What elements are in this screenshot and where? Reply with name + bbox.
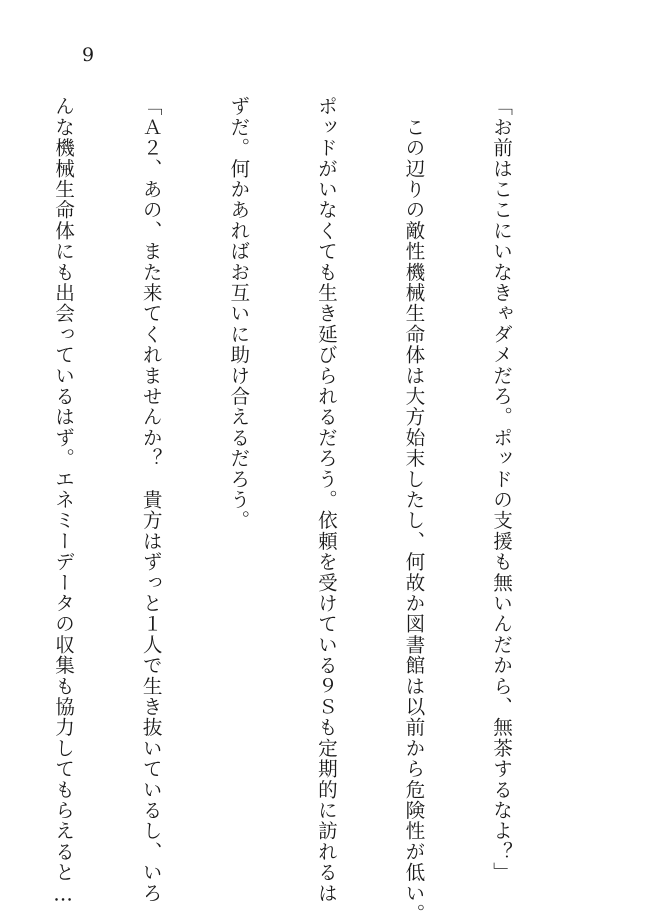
text-line-1: 「お前はここにいなきゃダメだろ。ポッドの支援も無いんだから、無茶するなよ？」 [489, 96, 513, 883]
vertical-text-body [0, 96, 574, 924]
text-line-6: んな機械生命体にも出会っているはず。エネミーデータの収集も協力してもらえると… [51, 96, 75, 907]
text-line-2: この辺りの敵性機械生命体は大方始末したし、何故か図書館は以前から危険性が低い。 [401, 96, 425, 924]
text-line-4: ずだ。何かあればお互いに助け合えるだろう。 [226, 96, 250, 531]
text-line-5: 「Ａ２、あの、また来てくれませんか？ 貴方はずっと１人で生き抜いているし、いろ [139, 96, 163, 904]
text-line-3: ポッドがいなくても生き延びられるだろう。依頼を受けている９Ｓも定期的に訪れるは [314, 96, 338, 904]
page-number: 9 [82, 44, 95, 66]
